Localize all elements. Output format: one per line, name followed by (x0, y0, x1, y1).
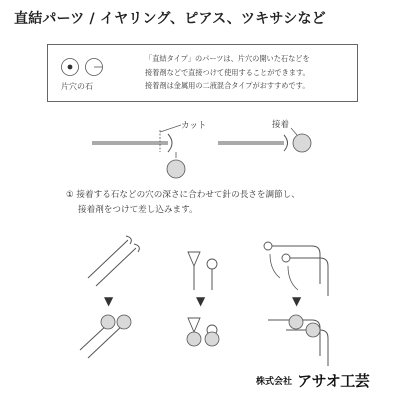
info-line-2: 接着剤などで直接つけて使用することができます。 (145, 67, 310, 77)
page-title: 直結パーツ / イヤリング、ピアス、ツキサシなど (14, 11, 326, 27)
screw-earring-diagram (264, 242, 328, 366)
pin-cut-diagram (92, 125, 185, 178)
glue-leader-line (291, 128, 297, 135)
stud-earring-diagram (80, 236, 139, 358)
company-name: アサオ工芸 (297, 372, 370, 390)
cut-label: カット (181, 121, 207, 131)
bead (117, 315, 131, 329)
pin-cap (168, 134, 172, 152)
down-arrow-icon: ▼ (292, 294, 302, 308)
bead (289, 315, 303, 329)
step-line-1: ① 接着する石などの穴の深さに合わせて針の長さを調節し、 (66, 190, 300, 200)
pin-cap (284, 135, 288, 151)
company-prefix: 株式会社 (256, 377, 293, 387)
bead (167, 160, 185, 178)
pin-glue-diagram (218, 128, 311, 152)
step-line-2: 接着剤をつけて差し込みます。 (78, 205, 198, 215)
company-logo (256, 370, 369, 391)
bead (101, 315, 115, 329)
bead (187, 332, 201, 346)
bead (205, 332, 219, 346)
pierce-cone-diagram (187, 252, 219, 346)
cut-leader-line (160, 125, 181, 132)
bead-label: 片穴の石 (61, 82, 93, 91)
step-instructions (66, 188, 376, 218)
bead (306, 323, 320, 337)
info-line-1: 「直結タイプ」のパーツは、片穴の開いた石などを (145, 54, 310, 63)
down-arrow-icon: ▼ (196, 294, 206, 308)
down-arrow-icon: ▼ (104, 294, 114, 308)
glued-bead (293, 134, 311, 152)
info-line-3: 接着剤は金属用の二液混合タイプがおすすめです。 (145, 81, 310, 90)
glue-label: 接着 (272, 120, 290, 130)
